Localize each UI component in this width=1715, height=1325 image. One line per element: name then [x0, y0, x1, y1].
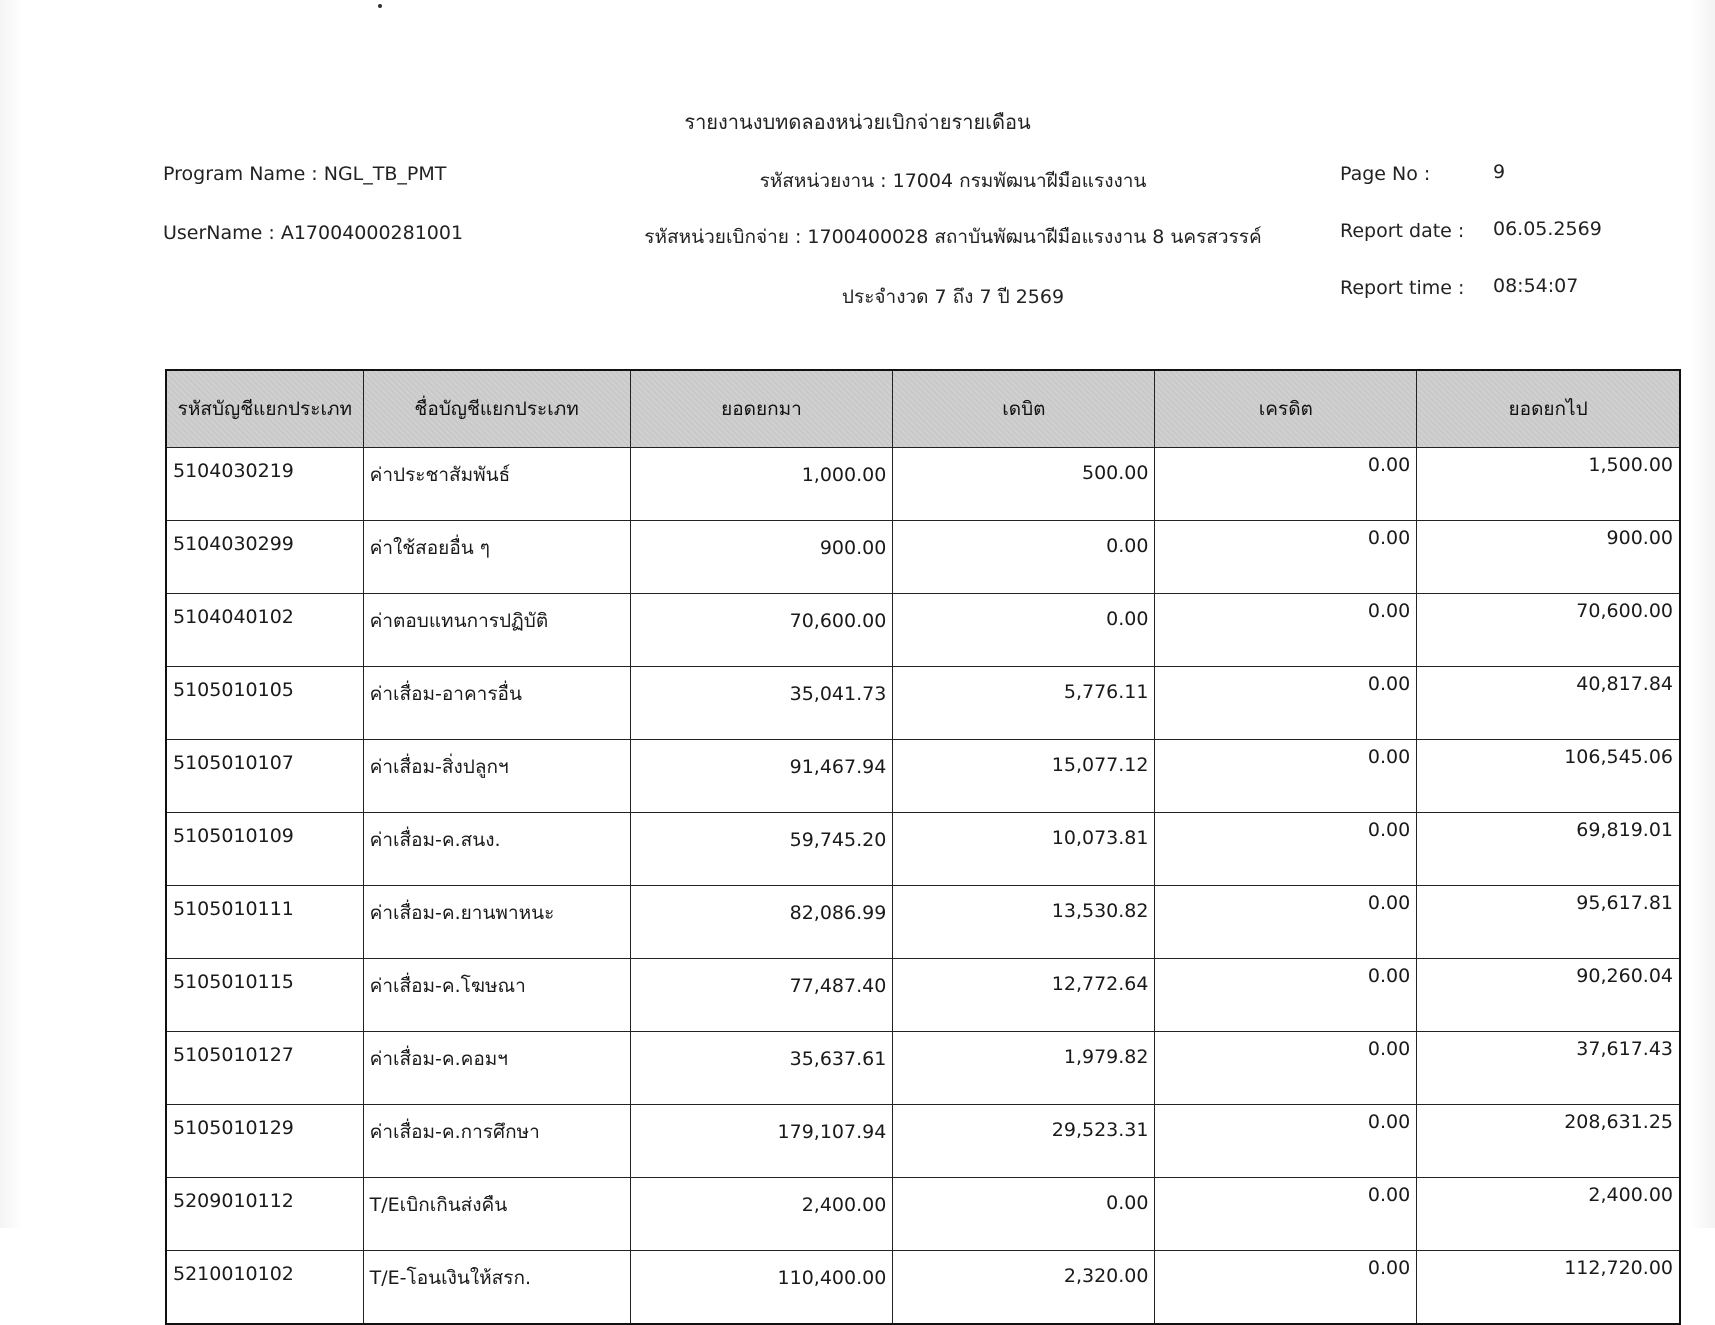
debit-cell: 15,077.12 [893, 740, 1155, 813]
table-row [166, 1178, 1680, 1251]
opening-balance-cell: 77,487.40 [630, 959, 893, 1032]
opening-balance-cell: 70,600.00 [630, 594, 893, 667]
col-header-account-code: รหัสบัญชีแยกประเภท [166, 370, 363, 448]
account-code-cell: 5105010115 [166, 959, 363, 1032]
agency-code: รหัสหน่วยงาน : 17004 กรมพัฒนาฝีมือแรงงาน [759, 170, 1147, 192]
account-name-cell: ค่าเสื่อม-ค.สนง. [363, 813, 630, 886]
page-no-label: Page No : [1340, 163, 1431, 185]
closing-balance-cell: 208,631.25 [1417, 1105, 1680, 1178]
opening-balance-cell: 900.00 [630, 521, 893, 594]
account-name-cell: ค่าเสื่อม-ค.คอมฯ [363, 1032, 630, 1105]
account-code-cell: 5105010111 [166, 886, 363, 959]
closing-balance-cell: 106,545.06 [1417, 740, 1680, 813]
account-code-cell: 5104030219 [166, 448, 363, 521]
opening-balance-cell: 91,467.94 [630, 740, 893, 813]
account-name-cell: T/E-โอนเงินให้สรก. [363, 1251, 630, 1325]
col-header-closing-balance: ยอดยกไป [1417, 370, 1680, 448]
opening-balance-cell: 2,400.00 [630, 1178, 893, 1251]
credit-cell: 0.00 [1155, 594, 1417, 667]
report-date-label: Report date : [1340, 220, 1465, 242]
report-date-value: 06.05.2569 [1493, 218, 1602, 240]
debit-cell: 0.00 [893, 521, 1155, 594]
credit-cell: 0.00 [1155, 740, 1417, 813]
closing-balance-cell: 95,617.81 [1417, 886, 1680, 959]
table-row [166, 448, 1680, 521]
account-code-cell: 5104030299 [166, 521, 363, 594]
account-name-cell: ค่าใช้สอยอื่น ๆ [363, 521, 630, 594]
table-row [166, 959, 1680, 1032]
account-code-cell: 5105010129 [166, 1105, 363, 1178]
credit-cell: 0.00 [1155, 813, 1417, 886]
debit-cell: 0.00 [893, 594, 1155, 667]
account-name-cell: ค่าประชาสัมพันธ์ [363, 448, 630, 521]
debit-cell: 29,523.31 [893, 1105, 1155, 1178]
account-name-cell: ค่าตอบแทนการปฏิบัติ [363, 594, 630, 667]
opening-balance-cell: 110,400.00 [630, 1251, 893, 1325]
credit-cell: 0.00 [1155, 959, 1417, 1032]
debit-cell: 12,772.64 [893, 959, 1155, 1032]
table-row [166, 594, 1680, 667]
account-code-cell: 5105010109 [166, 813, 363, 886]
table-row [166, 740, 1680, 813]
table-row [166, 667, 1680, 740]
closing-balance-cell: 900.00 [1417, 521, 1680, 594]
report-title: รายงานงบทดลองหน่วยเบิกจ่ายรายเดือน [684, 110, 1031, 134]
debit-cell: 500.00 [893, 448, 1155, 521]
table-row [166, 813, 1680, 886]
account-name-cell: ค่าเสื่อม-ค.โฆษณา [363, 959, 630, 1032]
page-no-value: 9 [1493, 161, 1506, 183]
opening-balance-cell: 59,745.20 [630, 813, 893, 886]
account-code-cell: 5210010102 [166, 1251, 363, 1325]
report-time-label: Report time : [1340, 277, 1465, 299]
account-name-cell: T/Eเบิกเกินส่งคืน [363, 1178, 630, 1251]
col-header-account-name: ชื่อบัญชีแยกประเภท [363, 370, 630, 448]
opening-balance-cell: 1,000.00 [630, 448, 893, 521]
credit-cell: 0.00 [1155, 886, 1417, 959]
debit-cell: 1,979.82 [893, 1032, 1155, 1105]
scan-speck [378, 4, 382, 8]
opening-balance-cell: 82,086.99 [630, 886, 893, 959]
closing-balance-cell: 1,500.00 [1417, 448, 1680, 521]
credit-cell: 0.00 [1155, 1178, 1417, 1251]
debit-cell: 2,320.00 [893, 1251, 1155, 1325]
table-body [166, 448, 1680, 1325]
account-name-cell: ค่าเสื่อม-ค.ยานพาหนะ [363, 886, 630, 959]
table-header-row [166, 370, 1680, 448]
credit-cell: 0.00 [1155, 1251, 1417, 1325]
closing-balance-cell: 40,817.84 [1417, 667, 1680, 740]
col-header-opening-balance: ยอดยกมา [630, 370, 893, 448]
col-header-credit: เครดิต [1155, 370, 1417, 448]
closing-balance-cell: 112,720.00 [1417, 1251, 1680, 1325]
account-code-cell: 5105010127 [166, 1032, 363, 1105]
credit-cell: 0.00 [1155, 1105, 1417, 1178]
closing-balance-cell: 37,617.43 [1417, 1032, 1680, 1105]
account-name-cell: ค่าเสื่อม-สิ่งปลูกฯ [363, 740, 630, 813]
disbursing-unit: รหัสหน่วยเบิกจ่าย : 1700400028 สถาบันพัฒนาฝีมือแรงงาน 8 นครสวรรค์ [644, 226, 1262, 248]
credit-cell: 0.00 [1155, 521, 1417, 594]
closing-balance-cell: 90,260.04 [1417, 959, 1680, 1032]
closing-balance-cell: 69,819.01 [1417, 813, 1680, 886]
closing-balance-cell: 70,600.00 [1417, 594, 1680, 667]
report-time-value: 08:54:07 [1493, 275, 1579, 297]
account-name-cell: ค่าเสื่อม-ค.การศึกษา [363, 1105, 630, 1178]
program-name: Program Name : NGL_TB_PMT [163, 163, 447, 185]
table-row [166, 1251, 1680, 1325]
table-row [166, 1032, 1680, 1105]
closing-balance-cell: 2,400.00 [1417, 1178, 1680, 1251]
debit-cell: 5,776.11 [893, 667, 1155, 740]
opening-balance-cell: 35,041.73 [630, 667, 893, 740]
table-row [166, 521, 1680, 594]
table-row [166, 1105, 1680, 1178]
debit-cell: 10,073.81 [893, 813, 1155, 886]
account-code-cell: 5105010107 [166, 740, 363, 813]
opening-balance-cell: 179,107.94 [630, 1105, 893, 1178]
credit-cell: 0.00 [1155, 448, 1417, 521]
table-row [166, 886, 1680, 959]
credit-cell: 0.00 [1155, 1032, 1417, 1105]
opening-balance-cell: 35,637.61 [630, 1032, 893, 1105]
account-code-cell: 5105010105 [166, 667, 363, 740]
user-name: UserName : A17004000281001 [163, 222, 464, 244]
credit-cell: 0.00 [1155, 667, 1417, 740]
debit-cell: 13,530.82 [893, 886, 1155, 959]
report-period: ประจำงวด 7 ถึง 7 ปี 2569 [841, 286, 1065, 308]
trial-balance-table [165, 369, 1681, 1325]
debit-cell: 0.00 [893, 1178, 1155, 1251]
col-header-debit: เดบิต [893, 370, 1155, 448]
account-name-cell: ค่าเสื่อม-อาคารอื่น [363, 667, 630, 740]
account-code-cell: 5209010112 [166, 1178, 363, 1251]
account-code-cell: 5104040102 [166, 594, 363, 667]
